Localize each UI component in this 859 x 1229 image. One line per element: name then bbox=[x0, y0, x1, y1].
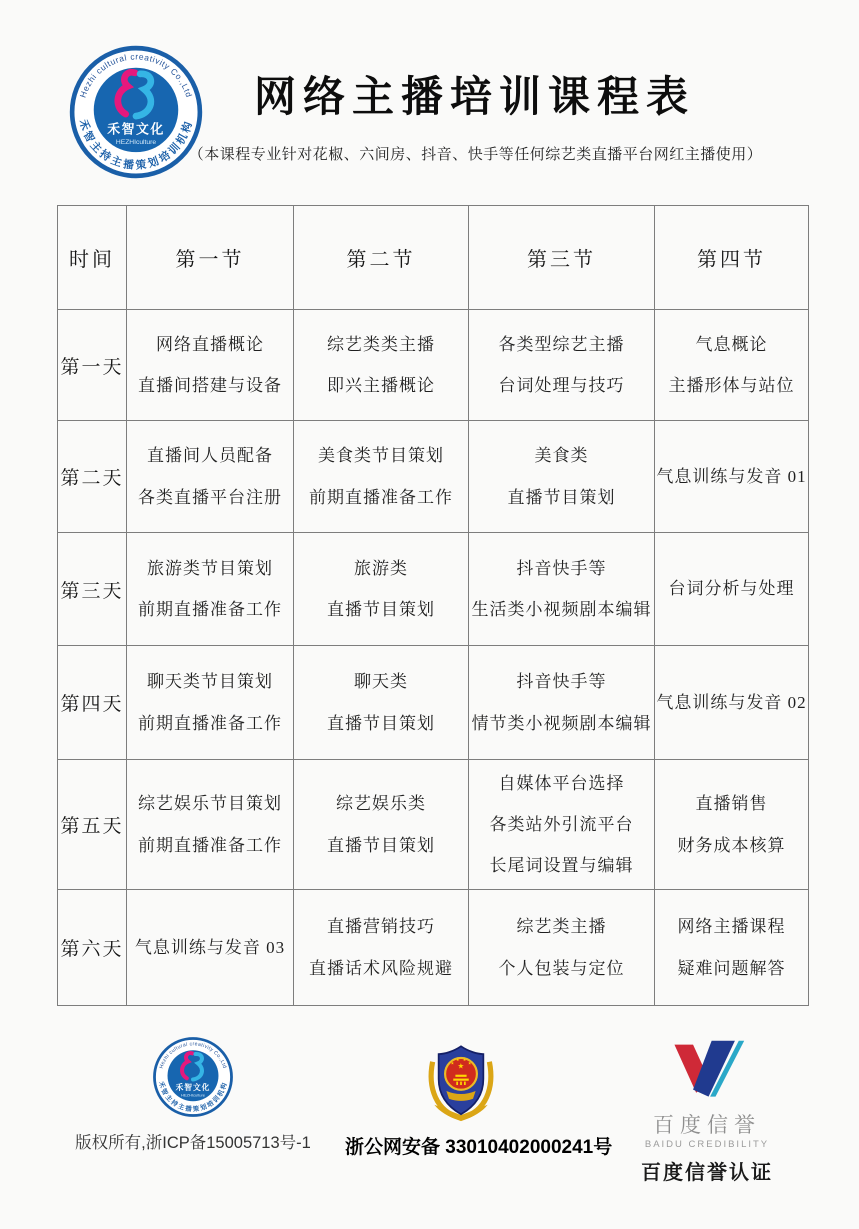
column-header: 第一节 bbox=[127, 206, 294, 310]
course-cell: 综艺娱乐类 直播节目策划 bbox=[294, 760, 469, 890]
baidu-certification-text: 百度信誉认证 bbox=[641, 1162, 773, 1184]
page-title: 网络主播培训课程表 bbox=[253, 75, 695, 121]
course-cell: 自媒体平台选择 各类站外引流平台 长尾词设置与编辑 bbox=[469, 760, 655, 890]
table-row bbox=[58, 533, 809, 646]
course-cell: 美食类 直播节目策划 bbox=[469, 421, 655, 533]
course-cell: 气息训练与发音 02 bbox=[655, 646, 809, 760]
course-cell: 气息训练与发音 01 bbox=[655, 421, 809, 533]
course-cell: 网络主播课程 疑难问题解答 bbox=[655, 890, 809, 1006]
baidu-credibility-label: 百度信誉 bbox=[653, 1114, 761, 1137]
course-cell: 直播间人员配备 各类直播平台注册 bbox=[127, 421, 294, 533]
course-cell: 聊天类节目策划 前期直播准备工作 bbox=[127, 646, 294, 760]
baidu-credibility-label-en: BAIDU CREDIBILITY bbox=[644, 1139, 770, 1150]
table-row bbox=[58, 310, 809, 421]
svg-text:★: ★ bbox=[467, 1061, 472, 1066]
course-cell: 台词分析与处理 bbox=[655, 533, 809, 646]
column-header: 第四节 bbox=[655, 206, 809, 310]
day-cell: 第一天 bbox=[58, 310, 127, 421]
course-cell: 直播营销技巧 直播话术风险规避 bbox=[294, 890, 469, 1006]
course-cell: 网络直播概论 直播间搭建与设备 bbox=[127, 310, 294, 421]
day-cell: 第六天 bbox=[58, 890, 127, 1006]
column-header: 第二节 bbox=[294, 206, 469, 310]
hezhi-company-logo-icon bbox=[152, 1036, 234, 1118]
table-row bbox=[58, 890, 809, 1006]
day-cell: 第四天 bbox=[58, 646, 127, 760]
footer-baidu-block bbox=[614, 1040, 800, 1185]
course-cell: 各类型综艺主播 台词处理与技巧 bbox=[469, 310, 655, 421]
column-header: 时间 bbox=[58, 206, 127, 310]
svg-text:★: ★ bbox=[450, 1061, 455, 1066]
police-filing-text: 浙公网安备 33010402000241号 bbox=[345, 1137, 613, 1158]
course-cell: 旅游类 直播节目策划 bbox=[294, 533, 469, 646]
course-cell: 旅游类节目策划 前期直播准备工作 bbox=[127, 533, 294, 646]
course-cell: 综艺类类主播 即兴主播概论 bbox=[294, 310, 469, 421]
course-cell: 抖音快手等 生活类小视频剧本编辑 bbox=[469, 533, 655, 646]
course-table-body bbox=[58, 310, 809, 1006]
course-cell: 气息概论 主播形体与站位 bbox=[655, 310, 809, 421]
svg-text:★: ★ bbox=[462, 1057, 467, 1062]
day-cell: 第五天 bbox=[58, 760, 127, 890]
page-subtitle: （本课程专业针对花椒、六间房、抖音、快手等任何综艺类直播平台网红主播使用） bbox=[188, 147, 763, 163]
footer-police-block bbox=[345, 1036, 613, 1159]
day-cell: 第二天 bbox=[58, 421, 127, 533]
course-cell: 综艺娱乐节目策划 前期直播准备工作 bbox=[127, 760, 294, 890]
table-row bbox=[58, 760, 809, 890]
footer-copyright-block bbox=[66, 1036, 320, 1153]
course-cell: 聊天类 直播节目策划 bbox=[294, 646, 469, 760]
course-cell: 气息训练与发音 03 bbox=[127, 890, 294, 1006]
police-badge-icon bbox=[422, 1036, 500, 1122]
column-header: 第三节 bbox=[469, 206, 655, 310]
course-cell: 综艺类主播 个人包装与定位 bbox=[469, 890, 655, 1006]
icp-filing-text: 版权所有,浙ICP备15005713号-1 bbox=[75, 1134, 311, 1152]
course-cell: 直播销售 财务成本核算 bbox=[655, 760, 809, 890]
course-cell: 美食类节目策划 前期直播准备工作 bbox=[294, 421, 469, 533]
table-row bbox=[58, 421, 809, 533]
table-row bbox=[58, 646, 809, 760]
course-table bbox=[57, 205, 809, 1006]
course-cell: 抖音快手等 情节类小视频剧本编辑 bbox=[469, 646, 655, 760]
svg-text:★: ★ bbox=[455, 1057, 460, 1062]
day-cell: 第三天 bbox=[58, 533, 127, 646]
svg-text:★: ★ bbox=[457, 1061, 465, 1071]
baidu-credibility-icon bbox=[668, 1040, 746, 1102]
table-header-row bbox=[58, 206, 809, 310]
